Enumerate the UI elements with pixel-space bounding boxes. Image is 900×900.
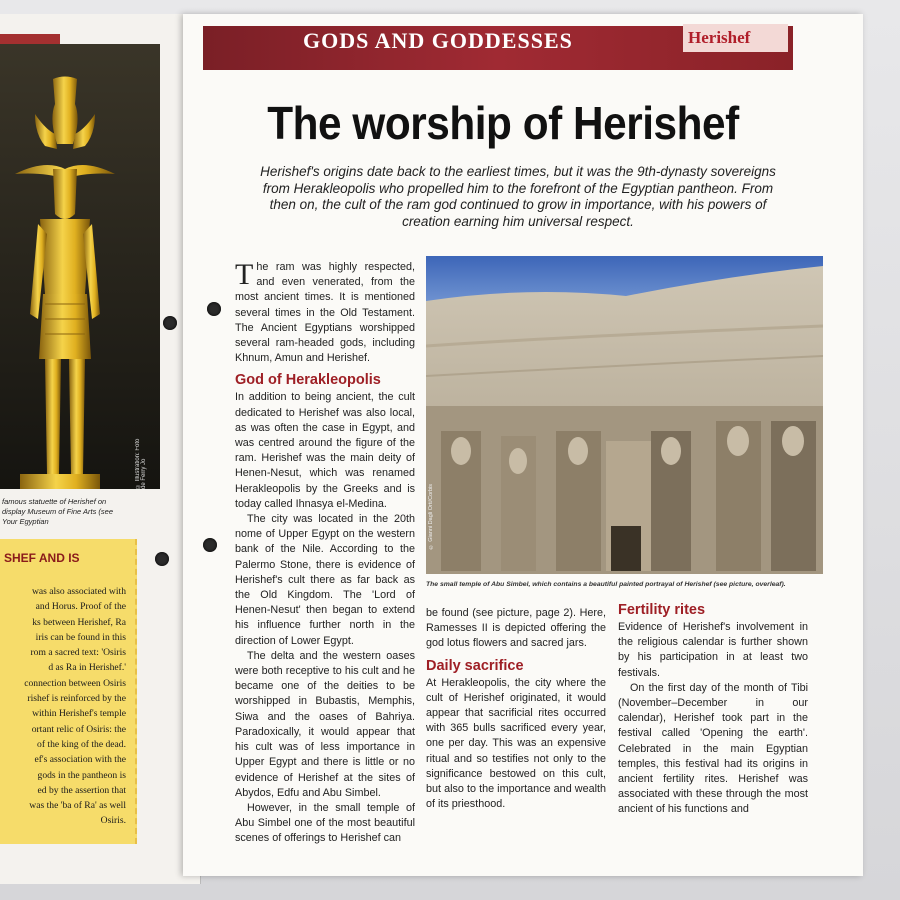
article-title: The worship of Herishef (267, 97, 739, 149)
abu-simbel-temple-image (426, 256, 823, 574)
sidebar-line: iris can be found in this (35, 631, 126, 643)
binder-hole (163, 316, 177, 330)
paragraph: he ram was highly respected, and even venerated, from the most ancient times. It is mentioned several times in the Old Testament. The Ancient Egyptians worshipped several ram-headed gods, including Khnum, Amun and Herishef. (235, 261, 415, 365)
sidebar-line: Osiris. (100, 815, 126, 827)
binder-hole (203, 538, 217, 552)
paragraph: The city was located in the 20th nome of Upper Egypt on the western bank of the Nile. According to the Palermo Stone, there is evidence of Herishef's cult there as far back as the Old Kingdom. The 'Lord of Henen-Nesut' then began to extend his influence further north in the direction of Lower Egypt. (235, 513, 415, 647)
sidebar-line: was the 'ba of Ra' as well (29, 800, 126, 812)
photo-credit: © Gianni Dagli Orti/Corbis (428, 484, 434, 550)
subheading-daily-sacrifice: Daily sacrifice (426, 657, 524, 674)
sidebar-line: and Horus. Proof of the (35, 601, 126, 613)
sidebar-line: ortant relic of Osiris: the (31, 723, 126, 735)
paragraph: At Herakleopolis, the city where the cult of Herishef originated, it would appear that sacrificial rites occurred with 365 bulls sacrificed every year, one per day. This was an expensive ritual and so testifies not only to the significance bestowed on this cult, but also to the importance and wealth of its priesthood. (426, 676, 606, 811)
paragraph: On the first day of the month of Tibi (November–December in our calendar), Herishef took part in the festival called 'Opening the earth'. Celebrated in the main Egyptian temples, this festival had its origins in ancient fertility rites. Herishef was associated with these through the most ancient of his functions and (618, 681, 808, 816)
sidebar-line: d as Ra in Herishef.' (48, 662, 126, 674)
sidebar-line: ef's association with the (34, 754, 126, 766)
binder-hole (155, 552, 169, 566)
topic-tag: Herishef (688, 28, 751, 47)
sidebar-line: rishef is reinforced by the (27, 693, 126, 705)
sidebar-line: was also associated with (31, 586, 126, 597)
binder-hole (207, 302, 221, 316)
paragraph: In addition to being ancient, the cult dedicated to Herishef was also local, as was often the case in Egypt, and was centred around the figure of the ram. Herishef was the main deity of Henen-Nesut, which was renamed Herakleopolis by the Greeks and is today called Ihnasya el-Medina. (235, 391, 415, 510)
drop-cap: T (235, 258, 254, 291)
sidebar-line: within Herishef's temple (32, 708, 126, 720)
paragraph: However, in the small temple of Abu Simbel one of the most beautiful scenes of offerings to Herishef can (235, 801, 415, 845)
subheading-fertility-rites: Fertility rites (618, 602, 706, 618)
photo-caption: The small temple of Abu Simbel, which contains a beautiful painted portrayal of Herishef (see picture, overleaf). (426, 581, 786, 588)
statuette-photo-credit: © Illustration: Foto de Ferry Jo (135, 438, 147, 489)
paragraph: Evidence of Herishef's involvement in the religious calendar is further shown by his participation in at least two festivals. (618, 621, 808, 679)
sidebar-line: ed by the assertion that (37, 784, 126, 796)
herishef-statuette-image (5, 74, 125, 489)
paragraph: be found (see picture, page 2). Here, Ramesses II is depicted offering the god lotus flowers and sacred jars. (426, 607, 606, 650)
column-3 (618, 602, 808, 818)
sidebar-line: ks between Herishef, Ra (32, 616, 126, 628)
sidebar-line: rom a sacred text: 'Osiris (30, 647, 126, 659)
left-page (0, 14, 201, 884)
paragraph: The delta and the western oases were both receptive to his cult and he became one of the deities to be worshipped in Bubastis, Memphis, Siwa and the oases of Bahriya. Paradoxically, it would appear that his cult was of less importance in Upper Egypt and there is little or no evidence of Herishef at the sites of Abydos, Edfu and Abu Simbel. (235, 649, 415, 799)
sidebar-line: gods in the pantheon is (37, 769, 126, 781)
sidebar-box-text (4, 584, 126, 829)
subheading-herakleopolis: God of Herakleopolis (235, 372, 381, 389)
section-title: GODS AND GODDESSES (303, 28, 573, 53)
column-2 (426, 606, 606, 812)
statuette-caption: famous statuette of Herishef on display Museum of Fine Arts (see Your Egyptian (2, 497, 114, 526)
right-page (183, 14, 863, 876)
article-intro: Herishef's origins date back to the earliest times, but it was the 9th-dynasty sovereigns from Herakleopolis who propelled him to the forefront of the Egyptian pantheon. From then on, the cult of the ram god continued to grow in importance, with his powers of creation earning him universal respect. (260, 164, 776, 229)
statuette-photo (0, 44, 160, 489)
sidebar-box (0, 539, 137, 844)
sidebar-line: of the king of the dead. (37, 738, 126, 750)
sidebar-line: connection between Osiris (24, 677, 126, 689)
abu-simbel-photo (426, 256, 823, 574)
column-1 (235, 260, 415, 847)
sidebar-box-title: SHEF AND IS (4, 551, 80, 565)
